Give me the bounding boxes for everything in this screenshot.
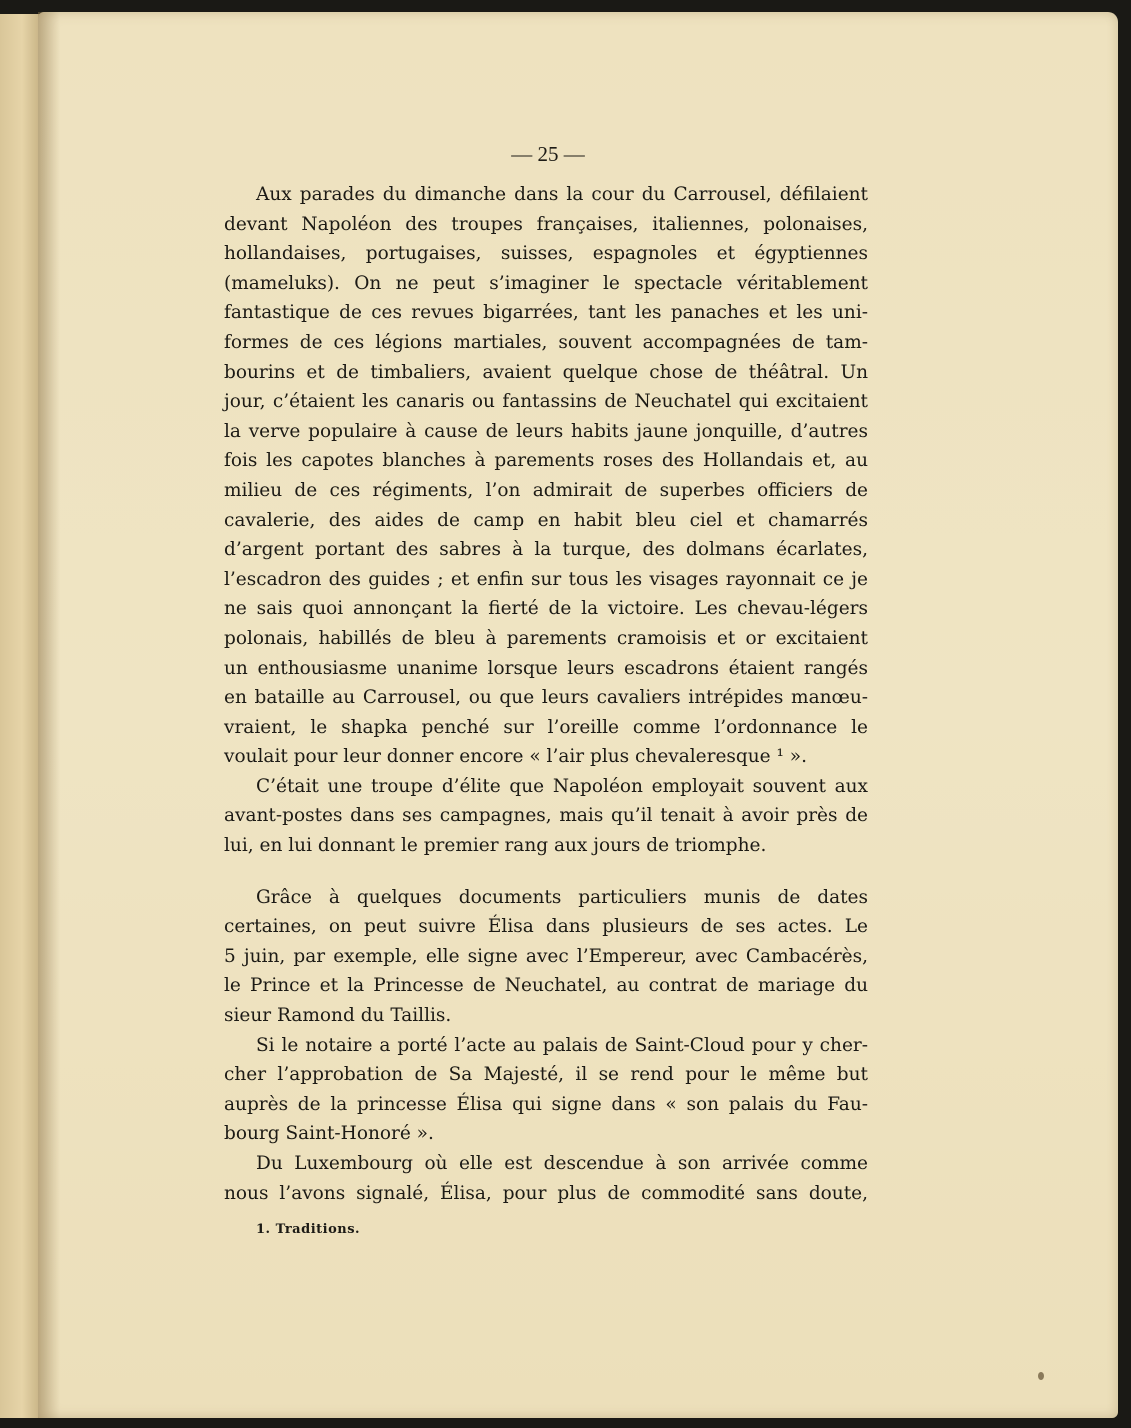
footnote: 1. Traditions. [256,1222,361,1237]
text-line: vraient, le shapka penché sur l’oreille comme l’ordonnance le [224,716,868,738]
text-line: C’était une troupe d’élite que Napoléon employait souvent aux [256,775,868,797]
text-line: Du Luxembourg où elle est descendue à son arrivée comme [256,1153,868,1174]
text-line: lui, en lui donnant le premier rang aux jours de triomphe. [224,835,767,857]
text-line: le Prince et la Princesse de Neuchatel, au contrat de mariage du [224,975,868,997]
text-line: bourg Saint-Honoré ». [224,1123,434,1145]
text-line: en bataille au Carrousel, ou que leurs cavaliers intrépides manœu- [224,687,868,709]
text-line: avant-postes dans ses campagnes, mais qu’il tenait à avoir près de [224,805,868,827]
paragraph-2 [224,772,868,861]
text-line: Si le notaire a porté l’acte au palais de Saint-Cloud pour y cher- [256,1034,868,1056]
text-line: la verve populaire à cause de leurs habits jaune jonquille, d’autres [224,420,868,442]
text-line: fantastique de ces revues bigarrées, tant les panaches et les uni- [224,302,868,324]
text-line: un enthousiasme unanime lorsque leurs escadrons étaient rangés [224,657,868,679]
section-gap [224,861,868,883]
text-line: l’escadron des guides ; et enfin sur tous les visages rayonnait ce je [224,568,868,590]
paragraph-5 [224,1149,868,1208]
text-line: formes de ces légions martiales, souvent accompagnées de tam- [224,331,868,353]
text-line: ne sais quoi annonçant la fierté de la victoire. Les chevau-légers [224,598,868,620]
text-line: cher l’approbation de Sa Majesté, il se rend pour le même but [224,1064,868,1086]
text-line: voulait pour leur donner encore « l’air plus chevaleresque ¹ ». [224,746,807,768]
text-line: hollandaises, portugaises, suisses, espagnoles et égyptiennes [224,243,868,265]
text-line: Grâce à quelques documents particuliers munis de dates [256,886,868,908]
facing-page-edge [0,14,41,1418]
paragraph-3 [224,883,868,1031]
text-line: 5 juin, par exemple, elle signe avec l’Empereur, avec Cambacérès, [224,945,868,967]
page-number: — 25 — [511,142,585,166]
text-line: polonais, habillés de bleu à parements cramoisis et or excitaient [224,627,868,649]
text-line: nous l’avons signalé, Élisa, pour plus de commodité sans doute, [224,1182,868,1204]
text-line: devant Napoléon des troupes françaises, italiennes, polonaises, [224,213,868,235]
text-line: certaines, on peut suivre Élisa dans plusieurs de ses actes. Le [224,916,868,938]
text-line: d’argent portant des sabres à la turque, des dolmans écarlates, [224,539,868,561]
paper-speck [1038,1372,1044,1380]
text-line: sieur Ramond du Taillis. [224,1005,452,1027]
text-line: Aux parades du dimanche dans la cour du Carrousel, défilaient [256,184,868,205]
page-sheet [38,12,1118,1418]
paragraph-1 [224,180,868,772]
text-line: auprès de la princesse Élisa qui signe dans « son palais du Fau- [224,1093,868,1115]
text-line: jour, c’étaient les canaris ou fantassins de Neuchatel qui excitaient [224,391,868,413]
body-text [224,180,868,1208]
text-line: fois les capotes blanches à parements roses des Hollandais et, au [224,450,868,472]
text-line: cavalerie, des aides de camp en habit bleu ciel et chamarrés [224,509,868,531]
page-spine-shadow [38,12,60,1418]
text-line: (mameluks). On ne peut s’imaginer le spectacle véritablement [224,272,868,294]
text-line: milieu de ces régiments, l’on admirait de superbes officiers de [224,479,868,501]
text-line: bourins et de timbaliers, avaient quelque chose de théâtral. Un [224,361,868,383]
paragraph-4 [224,1031,868,1149]
